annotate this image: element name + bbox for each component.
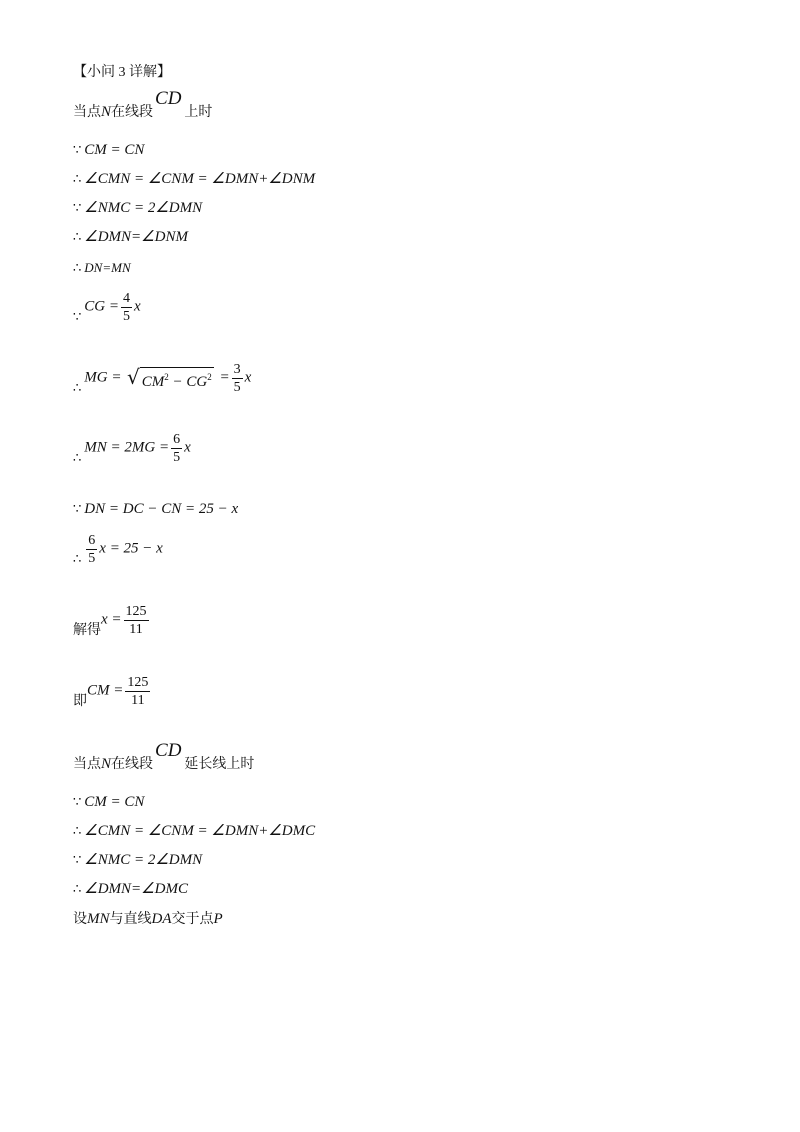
case1-step10 <box>73 533 163 566</box>
equation-lhs: CG = <box>84 298 119 315</box>
intro-text: 延长线上时 <box>184 757 255 772</box>
therefore-symbol: ∴ <box>73 450 82 466</box>
therefore-symbol: ∴ <box>73 380 82 396</box>
fraction <box>125 675 150 708</box>
case2-step2 <box>73 822 315 841</box>
text: 设 <box>73 912 87 927</box>
case1-intro <box>73 88 213 122</box>
case1-step1 <box>73 141 144 160</box>
denominator: 5 <box>173 450 181 465</box>
exponent: 2 <box>164 371 169 382</box>
radicand-term: CM <box>141 373 165 390</box>
case1-step3 <box>73 199 202 218</box>
radicand-term: − CG <box>168 373 208 390</box>
case2-step3 <box>73 851 202 870</box>
equation: CM = CN <box>84 142 145 158</box>
case1-step6 <box>73 291 141 324</box>
because-symbol: ∵ <box>73 795 82 810</box>
segment-label: CD <box>155 88 182 109</box>
numerator: 4 <box>123 291 130 306</box>
equation: DN=MN <box>84 260 131 275</box>
point-label: P <box>213 911 223 927</box>
equation-lhs: MN = 2MG = <box>84 439 170 456</box>
numerator: 125 <box>127 675 149 690</box>
radical-sign: √ <box>126 364 140 389</box>
variable: x <box>184 439 191 456</box>
point-label: N <box>101 756 112 772</box>
case2-step1 <box>73 793 144 812</box>
denominator: 5 <box>233 380 241 395</box>
point-label: N <box>101 104 112 120</box>
equation-lhs: x = <box>101 611 122 628</box>
square-root <box>126 364 214 391</box>
solve-label: 解得 <box>73 622 101 638</box>
equation: ∠NMC = 2∠DMN <box>84 852 203 868</box>
case2-intro <box>73 740 255 774</box>
equation: CM = CN <box>84 794 145 810</box>
therefore-symbol: ∴ <box>73 172 82 187</box>
heading-text: 【小问 3 详解】 <box>73 65 171 80</box>
denominator: 11 <box>131 693 145 708</box>
denominator: 11 <box>129 622 143 637</box>
line-label: DA <box>151 911 172 927</box>
therefore-symbol: ∴ <box>73 882 82 897</box>
section-heading <box>73 64 171 82</box>
denominator: 5 <box>88 551 96 566</box>
fraction <box>86 533 97 566</box>
variable: x <box>244 369 252 386</box>
variable: x <box>134 298 141 315</box>
case1-step4 <box>73 228 188 247</box>
because-symbol: ∵ <box>73 502 82 517</box>
numerator: 6 <box>173 432 181 447</box>
intro-text: 在线段 <box>111 757 154 772</box>
exponent: 2 <box>207 371 212 382</box>
segment-label: CD <box>155 740 182 761</box>
equation: ∠NMC = 2∠DMN <box>84 200 203 216</box>
therefore-symbol: ∴ <box>73 230 82 245</box>
intro-text: 在线段 <box>111 105 154 120</box>
case1-result <box>73 675 152 708</box>
case2-last <box>73 910 223 929</box>
equation-lhs: MG = <box>84 369 122 386</box>
therefore-symbol: ∴ <box>73 551 82 567</box>
intro-text: 当点 <box>73 105 101 120</box>
because-symbol: ∵ <box>73 201 82 216</box>
denominator: 5 <box>123 309 130 324</box>
case1-step2 <box>73 170 315 189</box>
equation: ∠DMN=∠DMC <box>84 881 188 897</box>
numerator: 125 <box>125 604 147 619</box>
intro-text: 当点 <box>73 757 101 772</box>
case1-solve <box>73 604 151 637</box>
equation: ∠DMN=∠DNM <box>84 229 188 245</box>
intro-text: 上时 <box>184 105 213 120</box>
because-symbol: ∵ <box>73 309 82 325</box>
case1-step8 <box>73 432 191 465</box>
fraction <box>232 362 243 395</box>
because-symbol: ∵ <box>73 143 82 158</box>
case1-step9 <box>73 500 238 519</box>
segment-label: MN <box>87 911 110 927</box>
equation: DN = DC − CN = 25 − x <box>84 501 239 517</box>
equation: ∠CMN = ∠CNM = ∠DMN+∠DMC <box>84 823 316 839</box>
fraction <box>121 291 132 324</box>
because-symbol: ∵ <box>73 853 82 868</box>
radicand <box>140 367 214 391</box>
equals-sign: = <box>215 369 230 386</box>
therefore-symbol: ∴ <box>73 261 82 276</box>
numerator: 6 <box>88 533 96 548</box>
equation-lhs: CM = <box>87 682 124 699</box>
case1-step5 <box>73 259 131 278</box>
fraction <box>124 604 149 637</box>
equation: x = 25 − x <box>99 540 163 557</box>
case1-step7 <box>73 362 251 395</box>
result-label: 即 <box>73 693 87 709</box>
equation: ∠CMN = ∠CNM = ∠DMN+∠DNM <box>84 171 316 187</box>
fraction <box>171 432 182 465</box>
numerator: 3 <box>233 362 241 377</box>
case2-step4 <box>73 880 188 899</box>
therefore-symbol: ∴ <box>73 824 82 839</box>
text: 交于点 <box>171 912 214 927</box>
text: 与直线 <box>109 912 152 927</box>
